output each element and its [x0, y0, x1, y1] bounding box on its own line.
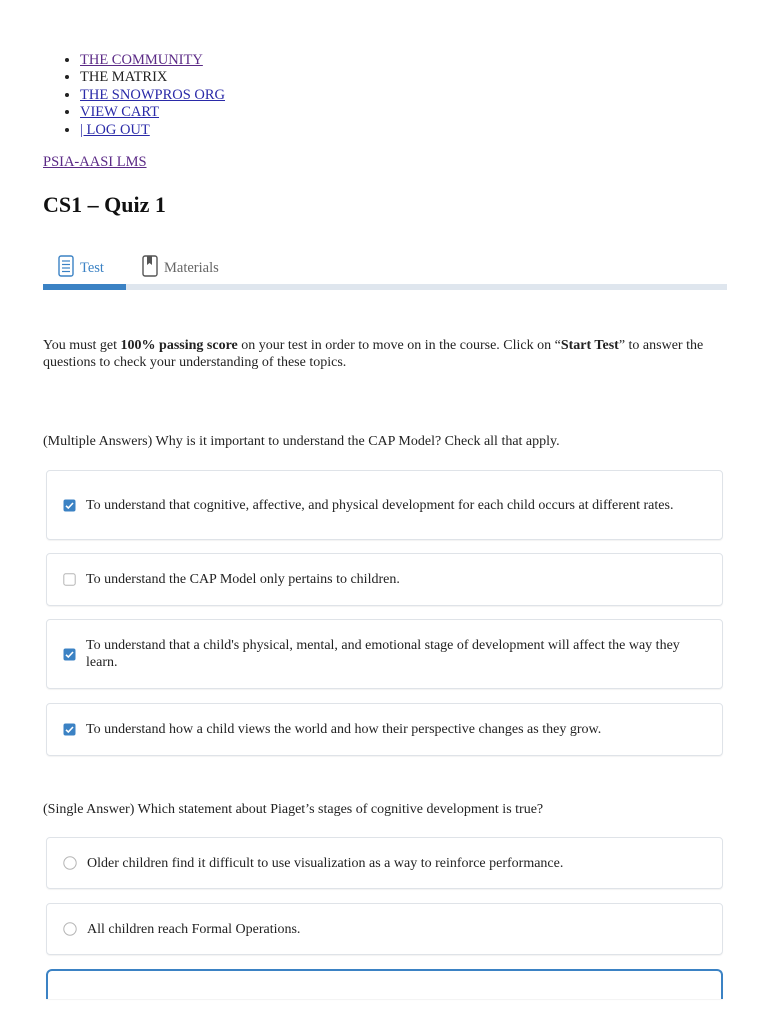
intro-part2: on your test in order to move on in the course. Click on “ — [237, 338, 561, 353]
bookmark-icon — [142, 255, 158, 282]
nav-item-logout — [80, 122, 225, 139]
breadcrumb-lms[interactable]: PSIA-AASI LMS — [43, 154, 147, 170]
nav-link-view-cart[interactable]: VIEW CART — [80, 104, 160, 121]
intro-start-test: Start Test — [560, 338, 619, 353]
q1-option-1-label: To understand that cognitive, affective, and physical development for each child occurs at different rates. — [86, 497, 674, 513]
nav-link-community[interactable]: THE COMMUNITY — [80, 52, 203, 68]
q1-option-1[interactable] — [46, 470, 723, 540]
tab-track — [43, 284, 727, 290]
q1-option-3[interactable] — [46, 619, 723, 689]
question-2-text: (Single Answer) Which statement about Piaget’s stages of cognitive development is true? — [43, 802, 544, 817]
checkbox-checked-icon[interactable] — [63, 499, 76, 512]
q1-option-3-label: To understand that a child's physical, mental, and emotional stage of development will affect the way they learn. — [86, 638, 680, 670]
tab-test-label: Test — [80, 259, 104, 276]
nav-item-matrix — [80, 69, 225, 86]
q1-option-2[interactable] — [46, 553, 723, 606]
checkbox-checked-icon[interactable] — [63, 648, 76, 661]
checkbox-unchecked-icon[interactable] — [63, 573, 76, 586]
intro-part3: ” to answer the questions to check your understanding of these topics. — [43, 338, 704, 370]
tab-bar — [43, 248, 727, 292]
nav-item-community — [80, 52, 225, 69]
nav-item-snowpros — [80, 87, 225, 104]
intro-passing-score: 100% passing score — [120, 338, 238, 353]
tab-test[interactable] — [58, 252, 104, 284]
tab-materials-label: Materials — [164, 259, 219, 276]
tab-active-indicator — [43, 284, 126, 290]
checkbox-checked-icon[interactable] — [63, 723, 76, 736]
q1-option-4-label: To understand how a child views the world and how their perspective changes as they grow. — [86, 722, 602, 737]
radio-unselected-icon[interactable] — [63, 856, 77, 870]
page-title: CS1 – Quiz 1 — [43, 192, 166, 217]
question-1-text: (Multiple Answers) Why is it important to understand the CAP Model? Check all that apply. — [43, 434, 560, 449]
nav-text-matrix: THE MATRIX — [80, 69, 168, 86]
intro-part1: You must get — [43, 338, 121, 353]
nav-link-logout[interactable]: | LOG OUT — [80, 121, 150, 138]
document-icon — [58, 255, 74, 282]
top-nav — [80, 52, 225, 139]
radio-unselected-icon[interactable] — [63, 922, 77, 936]
q2-option-1-label: Older children find it difficult to use visualization as a way to reinforce performance. — [87, 855, 564, 871]
q2-option-1[interactable] — [46, 837, 723, 889]
q2-option-2[interactable] — [46, 903, 723, 955]
q2-option-2-label: All children reach Formal Operations. — [87, 921, 301, 937]
q2-option-3[interactable] — [46, 969, 723, 999]
tab-materials[interactable] — [142, 252, 219, 284]
nav-item-cart — [80, 104, 225, 121]
nav-link-snowpros[interactable]: THE SNOWPROS ORG — [80, 86, 226, 103]
q1-option-4[interactable] — [46, 703, 723, 756]
intro-text — [43, 337, 723, 371]
q1-option-2-label: To understand the CAP Model only pertains to children. — [86, 572, 400, 587]
